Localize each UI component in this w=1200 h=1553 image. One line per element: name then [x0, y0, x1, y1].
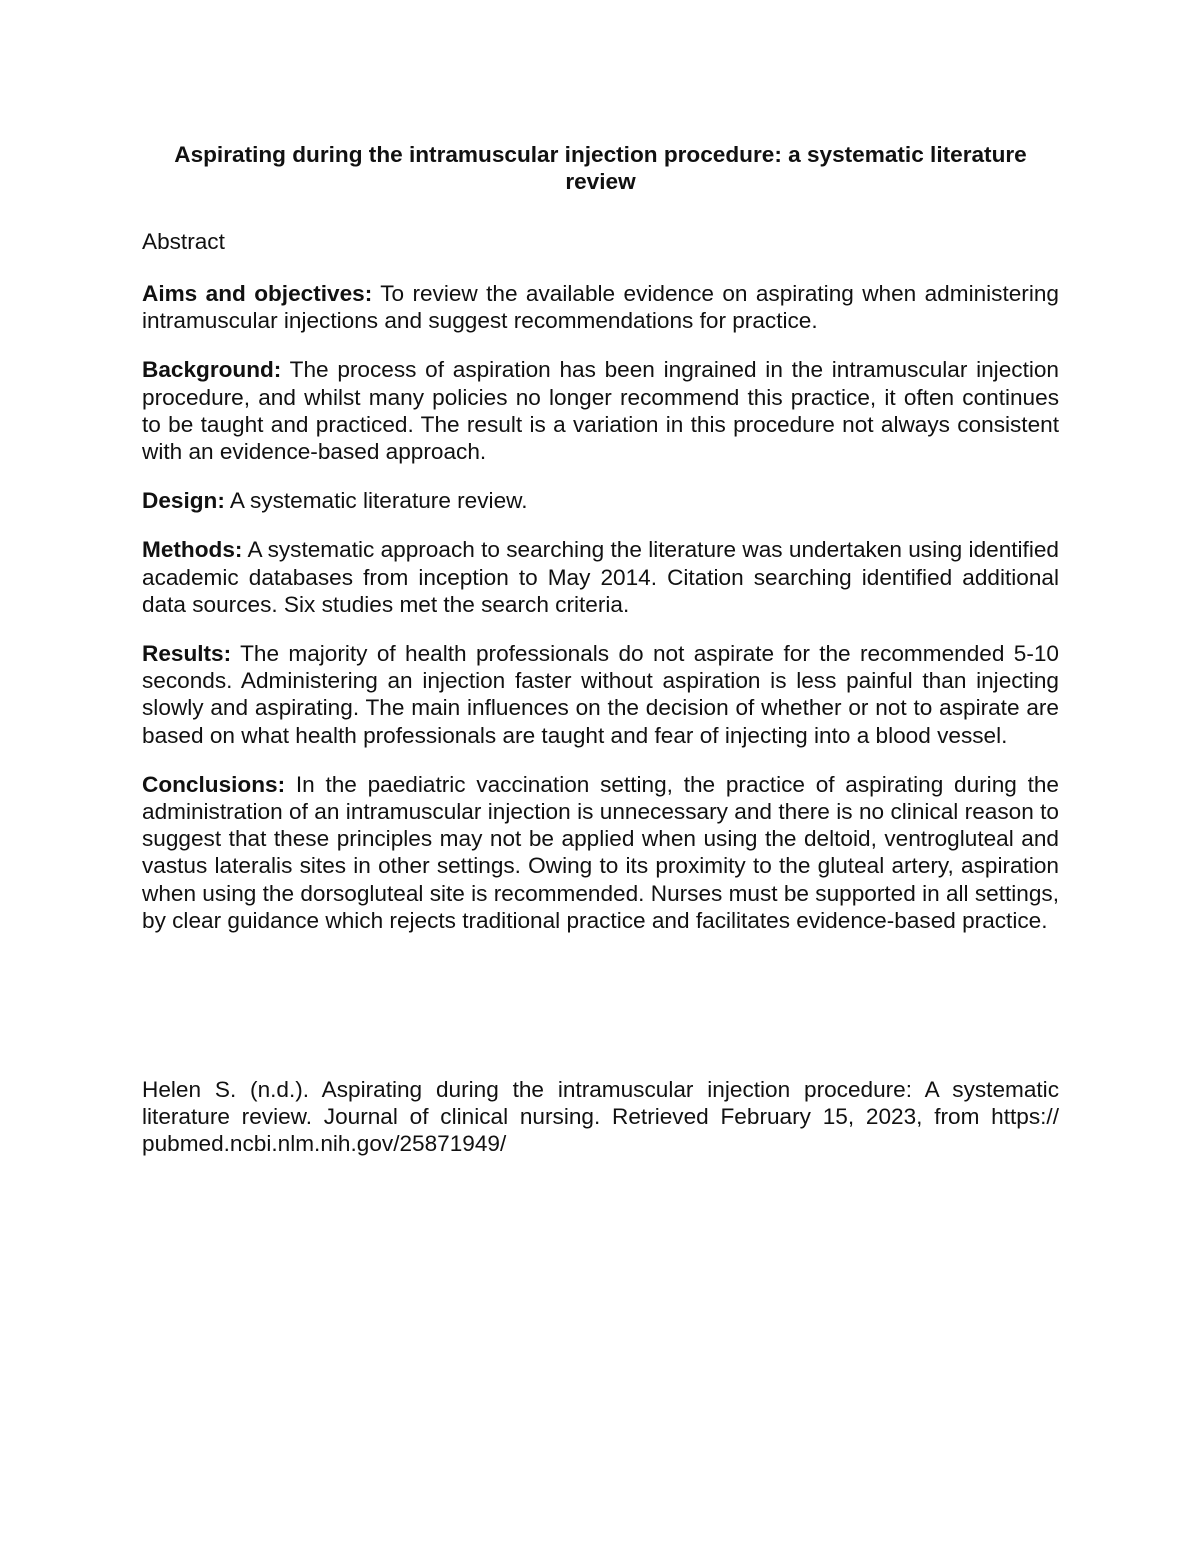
section-design — [142, 487, 1059, 514]
section-label: Results: — [142, 641, 232, 667]
section-text: A systematic approach to searching the literature was undertaken using identified academic databases from inception to May 2014. Citation searching identified additional data sources. Six studies met the search criteria. — [142, 537, 1059, 617]
section-methods — [142, 536, 1059, 618]
section-text: The majority of health professionals do not aspirate for the recommended 5-10 seconds. Administering an injection faster without aspiration is less painful than injecting slowly and aspirating. The main influences on the decision of whether or not to aspirate are based on what health professionals are taught and fear of injecting into a blood vessel. — [142, 641, 1059, 748]
citation-reference: Helen S. (n.d.). Aspirating during the intramuscular injection procedure: A systematic literature review. Journal of clinical nursing. Retrieved February 15, 2023, from https:// pubmed.ncbi.nlm.nih.gov/25871949/ — [142, 1077, 1059, 1157]
section-aims — [142, 280, 1059, 334]
section-label: Conclusions: — [142, 771, 286, 797]
section-label: Aims and objectives: — [142, 281, 373, 306]
document-title: Aspirating during the intramuscular injection procedure: a systematic literature review — [174, 142, 1027, 195]
abstract-heading: Abstract — [142, 229, 225, 254]
abstract-sections — [142, 280, 1059, 956]
section-label: Methods: — [142, 537, 243, 563]
section-text: To review the available evidence on aspirating when administering intramuscular injections and suggest recommendations for practice. — [142, 281, 1059, 334]
section-text: The process of aspiration has been ingrained in the intramuscular injection procedure, and whilst many policies no longer recommend this practice, it often continues to be taught and practiced. The result is a variation in this procedure not always consistent with an evidence-based approach. — [142, 357, 1059, 465]
section-text: A systematic literature review. — [224, 488, 528, 514]
section-background — [142, 356, 1059, 465]
section-label: Background: — [142, 357, 282, 383]
section-text: In the paediatric vaccination setting, the practice of aspirating during the administration of an intramuscular injection is unnecessary and there is no clinical reason to suggest that these principles may not be applied when using the deltoid, ventrogluteal and vastus lateralis sites in other settings. Owing to its proximity to the gluteal artery, aspiration when using the dorsogluteal site is recommended. Nurses must be supported in all settings, by clear guidance which rejects traditional practice and facilitates evidence-based practice. — [142, 771, 1059, 933]
section-label: Design: — [142, 488, 225, 514]
section-results — [142, 640, 1059, 749]
section-conclusions — [142, 771, 1059, 934]
